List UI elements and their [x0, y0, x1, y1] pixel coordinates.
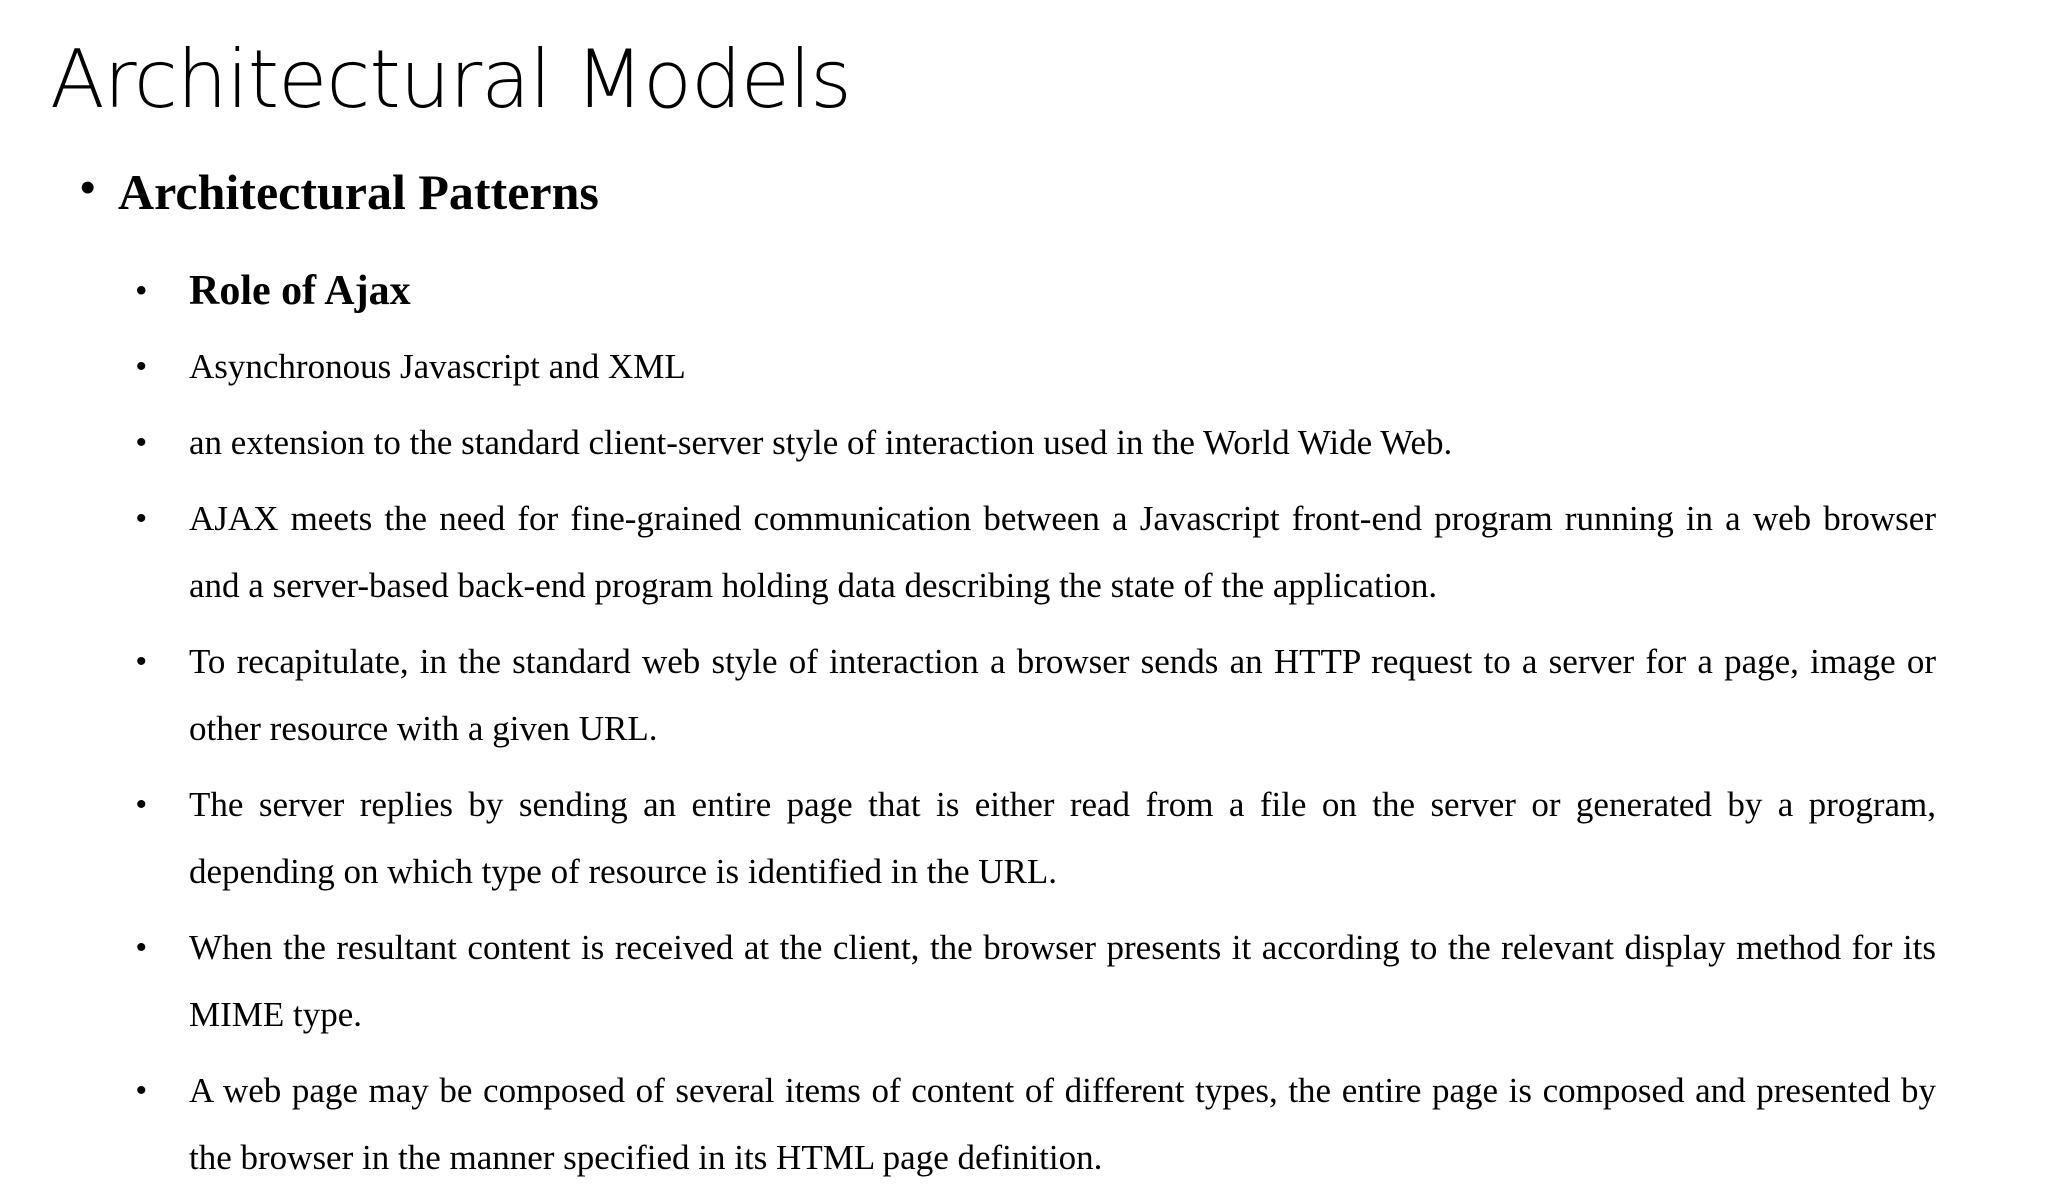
section-heading	[80, 162, 599, 222]
bullet-icon: •	[136, 274, 147, 307]
bullet-list	[136, 255, 1936, 1200]
bullet-icon: •	[136, 1074, 147, 1107]
bullet-icon: •	[80, 163, 96, 212]
list-item-text: When the resultant content is received at the client, the browser presents it according to the relevant display method for its MIME type.	[189, 928, 1936, 1034]
list-item-text: The server replies by sending an entire page that is either read from a file on the server or generated by a program, depending on which type of resource is identified in the URL.	[189, 785, 1936, 891]
bullet-icon: •	[136, 426, 147, 459]
list-item	[136, 1057, 1936, 1191]
section-heading-text: Architectural Patterns	[118, 164, 599, 220]
slide-title: Architectural Models	[50, 33, 851, 126]
bullet-icon: •	[136, 502, 147, 535]
list-item	[136, 628, 1936, 762]
bullet-icon: •	[136, 931, 147, 964]
list-item	[136, 914, 1936, 1048]
bullet-icon: •	[136, 788, 147, 821]
list-item	[136, 485, 1936, 619]
list-item-text: an extension to the standard client-server style of interaction used in the World Wide Web.	[189, 423, 1453, 462]
list-item-text: AJAX meets the need for fine-grained communication between a Javascript front-end program running in a web browser and a server-based back-end program holding data describing the state of the application.	[189, 499, 1936, 605]
list-item	[136, 333, 1936, 400]
list-item-text: Asynchronous Javascript and XML	[189, 347, 686, 386]
list-item	[136, 255, 1936, 327]
list-item	[136, 771, 1936, 905]
list-item-text: A web page may be composed of several items of content of different types, the entire page is composed and presented by the browser in the manner specified in its HTML page definition.	[189, 1071, 1936, 1177]
list-item-text: Role of Ajax	[189, 268, 411, 314]
bullet-icon: •	[136, 350, 147, 383]
bullet-icon: •	[136, 645, 147, 678]
list-item	[136, 409, 1936, 476]
list-item-text: To recapitulate, in the standard web style of interaction a browser sends an HTTP request to a server for a page, image or other resource with a given URL.	[189, 642, 1936, 748]
